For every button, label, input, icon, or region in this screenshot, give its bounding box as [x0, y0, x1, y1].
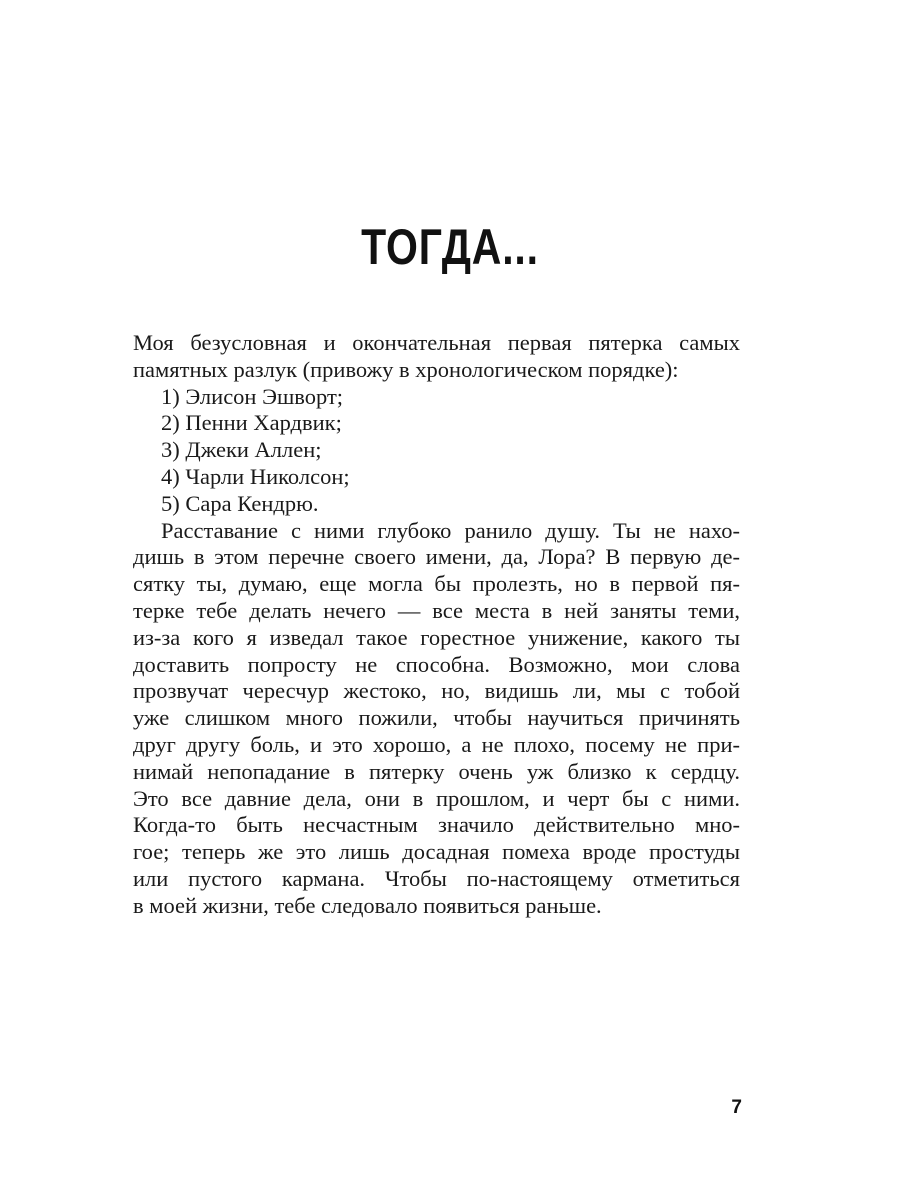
text-line: друг другу боль, и это хорошо, а не плохо, посему не при- [133, 731, 740, 757]
body-text [133, 330, 740, 920]
list-item: 1) Элисон Эшворт; [161, 383, 344, 409]
list-item: 2) Пенни Хардвик; [161, 410, 342, 436]
text-line: дишь в этом перечне своего имени, да, Лора? В первую де- [133, 544, 740, 570]
chapter-title: ТОГДА... [361, 219, 539, 275]
text-line: Моя безусловная и окончательная первая пятерка самых [133, 330, 740, 355]
list-item: 5) Сара Кендрю. [161, 490, 319, 516]
text-line: нимай непопадание в пятерку очень уж близко к сердцу. [133, 758, 740, 784]
text-line: прозвучат чересчур жестоко, но, видишь ли, мы с тобой [133, 678, 740, 704]
text-line: или пустого кармана. Чтобы по-настоящему отметиться [133, 865, 740, 891]
text-line: Это все давние дела, они в прошлом, и черт бы с ними. [133, 785, 740, 811]
list-item: 4) Чарли Николсон; [161, 463, 350, 489]
text-line: из-за кого я изведал такое горестное унижение, какого ты [133, 624, 740, 650]
page-number: 7 [731, 1097, 742, 1118]
text-line: гое; теперь же это лишь досадная помеха вроде простуды [133, 839, 740, 865]
text-line: уже слишком много пожили, чтобы научиться причинять [133, 705, 740, 731]
text-line: памятных разлук (привожу в хронологическом порядке): [133, 356, 679, 382]
list-item: 3) Джеки Аллен; [161, 437, 322, 463]
text-line: сятку ты, думаю, еще могла бы пролезть, но в первой пя- [133, 571, 740, 597]
text-line: в моей жизни, тебе следовало появиться раньше. [133, 892, 602, 918]
text-line: доставить попросту не способна. Возможно, мои слова [133, 651, 740, 677]
text-line: Когда-то быть несчастным значило действительно мно- [133, 812, 740, 838]
text-line: терке тебе делать нечего — все места в ней заняты теми, [133, 597, 740, 623]
text-line: Расставание с ними глубоко ранило душу. Ты не нахо- [161, 517, 740, 543]
